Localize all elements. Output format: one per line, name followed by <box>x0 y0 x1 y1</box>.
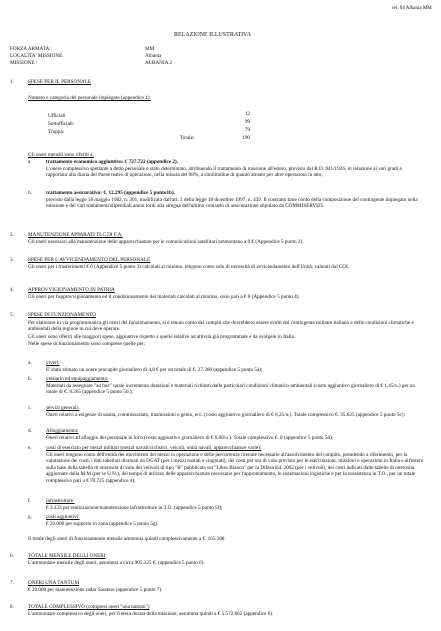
oneri-heading: Gli oneri mensili sono riferiti a: <box>28 152 94 158</box>
funz-item-text: Oneri relativi a esigenze di sanità, commissariato, trasmissioni e genio, ecc. (costo aggiuntivo giornaliero di € 6,25/u.). Totale complessivo €. 35.625 (appendice 5 punto 5c); <box>46 412 405 418</box>
funz-item-head: servizi generali: <box>46 405 80 411</box>
funz-item-label: e. <box>28 445 32 451</box>
funz-item-text: € 20.000 per supporto in zona (appendice 5 punto 5g). <box>46 521 159 527</box>
section-5-intro: Per elaborare in via programmatica gli oneri del funzionamento, si è tenuto conto dei compiti che dovrebbero essere svolti dal contingente militare italiano e delle condizioni climatiche e ambientali della regione in cui deve operare. <box>28 320 414 333</box>
section-5-intro-2: Gli oneri sono riferiti alle maggiori spese, aggiuntive rispetto a quelle relative ad attività già programmate e da svolgere in Italia. <box>28 334 296 340</box>
section-8-title: TOTALE COMPLESSIVO (compresi oneri "una tantum") <box>28 604 150 610</box>
funz-item-label: b. <box>28 376 32 382</box>
funz-item-label: f. <box>28 498 32 504</box>
funz-item-head: viveri: <box>46 360 60 366</box>
staff-row-value: 79 <box>244 127 250 133</box>
section-5-title: SPESE DI FUNZIONAMENTO <box>28 312 96 318</box>
meta-value-localita: Albania <box>145 53 162 59</box>
section-5-intro-3: Nelle spese di funzionamento sono comprese quelle per: <box>28 341 146 347</box>
staff-total-value: 190 <box>242 135 250 141</box>
section-1-title: SPESE PER IL PERSONALE <box>28 79 92 85</box>
section-7-title: ONERI UNA TANTUM <box>28 580 80 586</box>
funz-item-text: € 3.333 per realizzazione/manutenzione infrastrutture in T.O. (appendice 5 punto 5f); <box>46 505 223 511</box>
section-1-subtitle: Numero e categoria del personale impiegato (appendice 1): <box>28 95 151 101</box>
staff-row-label: Truppa: <box>48 129 65 135</box>
section-5-total: Il totale degli oneri di funzionamento mensile ammonta quindi complessivamente a €. 165.308 <box>28 536 225 542</box>
funz-item-head: Alloggiamento: <box>46 428 79 434</box>
staff-row-label: Ufficiali <box>48 113 66 119</box>
item-label-a: a. <box>28 159 32 165</box>
section-1-number: 1. <box>10 79 14 85</box>
funz-item-text: E' stato stimato un onere procapite giornaliero di 4,8 € per un totale di €. 27.360 (appendice 5 punto 5a); <box>46 367 263 373</box>
funz-item-label: a. <box>28 360 32 366</box>
staff-row-label: Sottufficiali: <box>48 121 75 127</box>
funz-item-label: d. <box>28 428 32 434</box>
funz-item-text: Gli oneri tengono conto dell'entità dei movimenti dei mezzi in operazione e delle percorrenze ritenute necessarie all'assolvimento del compito, prendendo a riferimento, per la valutazione dei costi, i dati tabellari diramati da DGAT (per i mezzi ruotati e cingolati), dei costi per ora di volo previsto per le esercitazioni, missioni e operazioni in Italia e all'estero sulla base della tabella di onerosità di volo dei velivoli di tipo "B" pubblicata sul "Libro Bianco" per la Difesa Ed. 2002 (per i velivoli), dei costi indicati dalle tabelle di onerosità aggiornate dalla M.M (per le U.N.), del tempo di utilizzo delle apparecchiature necessarie per l'approntamento, le sistemazioni logistiche e per la sussistenza in T.O., per un totale complessivo pari a € 70.725 (appendice 4); <box>46 452 424 484</box>
section-3-title: SPESE PER L'AVVICENDAMENTO DEL PERSONALE <box>28 257 151 263</box>
section-4-number: 4. <box>10 287 14 293</box>
item-text-b: previsto dalla legge 18 maggio 1982, n. 301, modificata dall'art. 2 della legge 18 dicembre 1997, n. 439. Il contratto time conto della composizione del contingente impiegato nella missione e dei vari trattamenti stipendiali annui lordi alla stregua dell'ultimo contratto di assicurazione stipulato da COMMISERVIZI. <box>46 197 418 210</box>
section-7-number: 7. <box>10 580 14 586</box>
funz-item-label: g. <box>28 514 32 520</box>
funz-item-head: infrastrutture: <box>46 498 75 504</box>
meta-label-localita: LOCALITA' MISSIONE: <box>10 53 64 59</box>
meta-label-missione: MISSIONE : <box>10 60 38 66</box>
section-8-number: 8. <box>10 604 14 610</box>
reference-code: rel. 04 Albania MM <box>392 6 432 11</box>
section-8-text: L'ammontare complessivo degli oneri, per l'intera durata della missione, assomma quindi a € 5.572.662 (appendice 6). <box>28 611 274 617</box>
meta-label-forza-armata: FORZA ARMATA: <box>10 46 51 52</box>
section-6-number: 6. <box>10 553 14 559</box>
meta-value-forza-armata: MM <box>145 46 155 52</box>
section-4-text: Gli oneri per l'approvvigionamento ed il condizionamento dei materiali calcolati al minimo, sono pari a € 0 (Appendice 5 punto 4). <box>28 294 300 300</box>
section-4-title: APPROVVIGIONAMENTO IN PATRIA <box>28 287 115 293</box>
section-7-text: € 20.000 per manutenzione radar Sasseno (appendice 5 punto 7). <box>28 587 163 593</box>
funz-item-text: Oneri relativi ad alloggio del personale in loco (costo aggiuntivo giornaliero di € 0,00/u.). Totale complessivo €. 0 (appendice 5 punto 5d); <box>46 435 334 441</box>
funz-item-head: costi di esercizio per mezzi militari (mezzi navali/ciclistici, veicoli, unità navali, apparecchiature varie): <box>46 445 262 451</box>
item-label-b: b. <box>28 190 32 196</box>
funz-item-head: vestiario ed equipaggiamento: <box>46 376 109 382</box>
funz-item-label: c. <box>28 405 32 411</box>
staff-row-value: 99 <box>244 119 250 125</box>
section-6-title: TOTALE MENSILE DEGLI ONERI <box>28 553 106 559</box>
meta-value-missione: ALBANIA 2 <box>145 60 172 66</box>
funz-item-head: costi aggiuntivi: <box>46 514 80 520</box>
item-head-b: trattamento assicurativo: €. 12.295 (appendice 5 punto1b). <box>46 190 175 196</box>
item-text-a: L'onere complessivo spettante a detto personale è stato determinato, attribuendo il trattamento di missione all'estero, previsto dal R.D. 941/1926, in relazione ai vari gradi e rapportato alla diaria del Paese teatro di operazioni, nella misura del 98%, a similitudine di quanto attuato per altre operazioni in atto; <box>46 166 402 179</box>
section-2-text: Gli oneri necessari alla manutenzione delle apparecchiature per le comunicazioni satellitari ammontano a 0 € (Appendice 5 punto 2). <box>28 239 304 245</box>
section-6-text: L'ammontare mensile degli oneri, assomma a circa 905.325 €. (appendice 5 punto 6). <box>28 560 205 566</box>
staff-row-value: 12 <box>244 111 250 117</box>
staff-total-label: Totale: <box>180 135 195 141</box>
item-head-a: trattamento economico aggiuntivo: € 727.722 (appendice 2). <box>46 159 178 165</box>
section-3-number: 3. <box>10 257 14 263</box>
section-2-title: MANUTENZIONE APPARATI TLC DI F.A. <box>28 232 123 238</box>
document-title: RELAZIONE ILLUSTRATIVA <box>174 32 252 38</box>
section-2-number: 2. <box>10 232 14 238</box>
section-3-text: Gli oneri per i trasferimenti € 0 (Appendice 5 punto 3) calcolati al minimo, tengono conto solo di necessità di avvicendamento dell'Unità, valutati dal COI. <box>28 264 350 270</box>
section-5-number: 5. <box>10 312 14 318</box>
funz-item-text: Materiali da assegnare "ad hoc" quale incremento dotazioni e materiali richiesti dalle particolari condizioni climatico-ambientali (costo aggiuntivo giornaliero di € 1,45/u.) per un totale di €. 8.265 (appendice 5 punto 5b.); <box>46 383 415 396</box>
